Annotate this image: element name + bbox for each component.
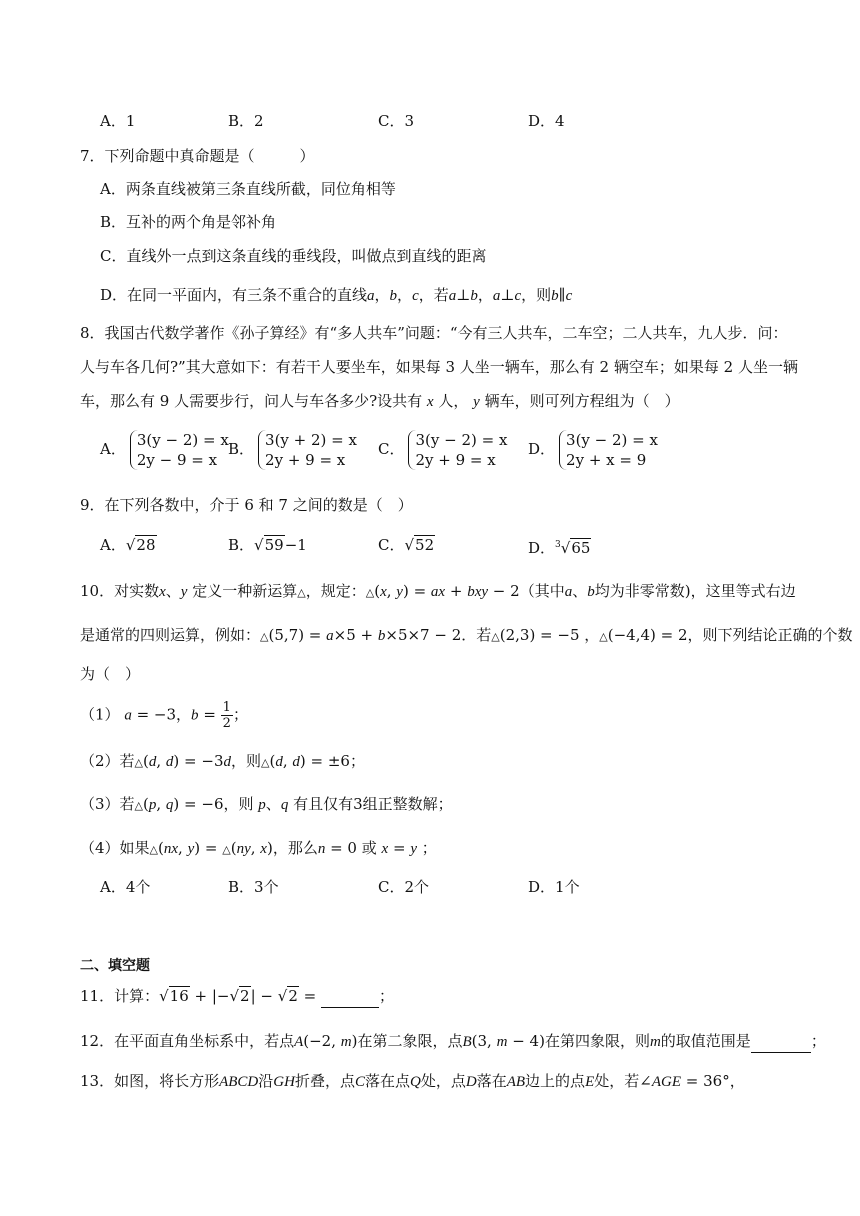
q10-line1: 10．对实数x、y 定义一种新运算△，规定：△(x, y) = ax + bxy − 2（其中a、b均为非零常数)，这里等式右边 [80, 582, 796, 600]
q9-option-b: B．√59−1 [228, 536, 307, 554]
q10-statement-1: （1） a = −3，b = $\frac{1}{2}$； [80, 700, 248, 731]
q8-option-d: D． 3(y − 2) = x 2y + x = 9 [528, 431, 658, 469]
q10-line3: 为（ ） [80, 665, 141, 683]
q13: 13．如图，将长方形ABCD沿GH折叠，点C落在点Q处，点D落在AB边上的点E处，若∠AGE = 36°， [80, 1072, 745, 1090]
q7-option-b: B．互补的两个角是邻补角 [100, 213, 277, 231]
q8-line3: 车，那么有 9 人需要步行，问人与车各多少?设共有 x 人， y 辆车，则可列方程组为（ ） [80, 392, 680, 410]
q10-option-a: A．4个 [100, 878, 151, 896]
q9-option-d: D．$^3$√65 [528, 539, 591, 557]
q9-option-a: A．√28 [100, 536, 156, 554]
q8-option-c: C． 3(y − 2) = x 2y + 9 = x [378, 431, 508, 469]
q6-option-d: D．4 [528, 112, 565, 130]
q10-statement-4: （4）如果△(nx, y) = △(ny, x)，那么n = 0 或 x = y ； [80, 839, 437, 857]
q6-option-b: B．2 [228, 112, 264, 130]
q8-line1: 8．我国古代数学著作《孙子算经》有“多人共车”问题：“今有三人共车，二车空；二人共车，九人步．问： [80, 324, 788, 342]
q6-option-c: C．3 [378, 112, 415, 130]
q8-option-b: B． 3(y + 2) = x 2y + 9 = x [228, 431, 357, 469]
q6-option-a: A．1 [100, 112, 136, 130]
q8-option-a: A． 3(y − 2) = x 2y − 9 = x [100, 431, 229, 469]
q7-option-d: D．在同一平面内，有三条不重合的直线a，b，c，若a⊥b，a⊥c，则b∥c [100, 286, 573, 304]
q10-option-b: B．3个 [228, 878, 279, 896]
q9-option-c: C．√52 [378, 536, 435, 554]
q11: 11．计算：√16 + |−√2| − √2 = ； [80, 985, 394, 1008]
section-fill-in-blanks-heading: 二、填空题 [80, 958, 150, 974]
q10-option-d: D．1个 [528, 878, 580, 896]
q7-option-c: C．直线外一点到这条直线的垂线段，叫做点到直线的距离 [100, 247, 487, 265]
q7-stem: 7．下列命题中真命题是（ ） [80, 147, 315, 165]
q9-stem: 9．在下列各数中，介于 6 和 7 之间的数是（ ） [80, 496, 413, 514]
q10-option-c: C．2个 [378, 878, 430, 896]
q10-statement-2: （2）若△(d, d) = −3d，则△(d, d) = ±6； [80, 752, 365, 770]
q10-statement-3: （3）若△(p, q) = −6，则 p、q 有且仅有3组正整数解； [80, 795, 453, 813]
q12: 12．在平面直角坐标系中，若点A(−2, m)在第二象限，点B(3, m − 4)在第四象限，则m的取值范围是 ； [80, 1030, 826, 1053]
q10-line2: 是通常的四则运算，例如：△(5,7) = a×5 + b×5×7 − 2．若△(2,3) = −5 ，△(−4,4) = 2，则下列结论正确的个数 [80, 626, 853, 644]
q8-line2: 人与车各几何?”其大意如下：有若干人要坐车，如果每 3 人坐一辆车，那么有 2 辆空车；如果每 2 人坐一辆 [80, 358, 798, 376]
q7-option-a: A．两条直线被第三条直线所截，同位角相等 [100, 180, 396, 198]
